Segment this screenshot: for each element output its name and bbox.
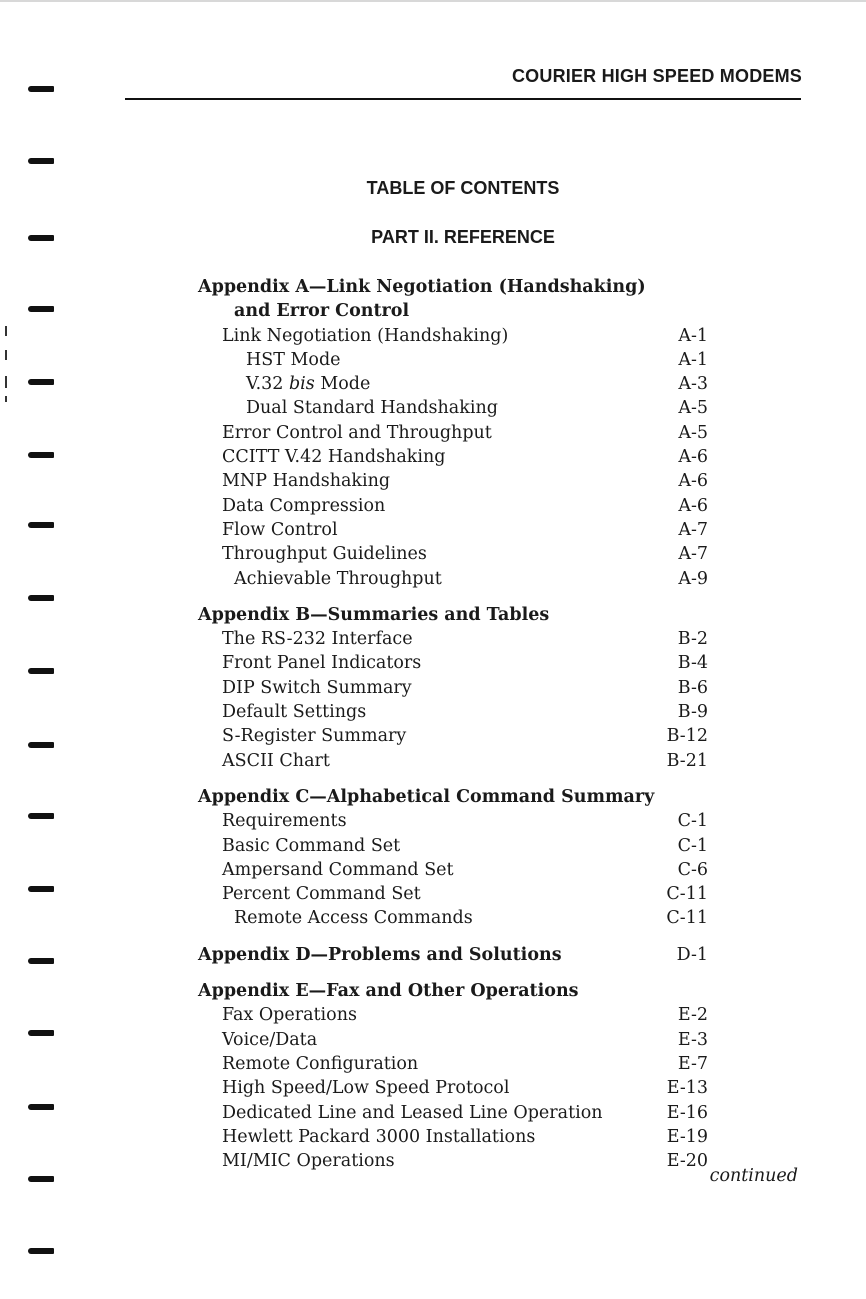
- toc-page-number: E-2: [677, 1005, 708, 1026]
- appendix-a-heading-cont[interactable]: and Error Control: [234, 301, 410, 322]
- toc-page-number: C-11: [666, 884, 708, 905]
- toc-page-number: B-12: [666, 726, 708, 747]
- toc-entry-label: Ampersand Command Set: [222, 859, 454, 880]
- toc-page-number: A-3: [678, 374, 708, 395]
- toc-entry-label: Default Settings: [222, 702, 367, 723]
- toc-entry[interactable]: [198, 324, 708, 348]
- toc-page-number: C-1: [677, 811, 708, 832]
- toc-entry-label: Achievable Throughput: [234, 568, 442, 589]
- toc-page-number: B-6: [677, 677, 708, 698]
- toc-entry[interactable]: [198, 834, 708, 858]
- toc-page-number: B-9: [677, 702, 708, 723]
- binder-hole-mark: [28, 1248, 54, 1254]
- toc-entry-label: Error Control and Throughput: [222, 422, 492, 443]
- binder-hole-mark: [28, 306, 54, 312]
- binder-hole-mark: [28, 886, 54, 892]
- toc-entry-label: Remote Access Commands: [234, 908, 473, 929]
- toc-page-number: A-9: [678, 568, 708, 589]
- toc-entry-label: MI/MIC Operations: [222, 1151, 395, 1172]
- toc-entry[interactable]: [198, 469, 708, 493]
- toc-entry-label: CCITT V.42 Handshaking: [222, 447, 446, 468]
- toc-entry[interactable]: [198, 542, 708, 566]
- toc-page-number: C-11: [666, 908, 708, 929]
- toc-entry-label: Hewlett Packard 3000 Installations: [222, 1126, 536, 1147]
- toc-page-number: E-16: [666, 1102, 708, 1123]
- toc-entry[interactable]: [198, 1028, 708, 1052]
- binder-hole-mark: [28, 158, 54, 164]
- margin-tick: [5, 350, 7, 360]
- binder-hole-mark: [28, 379, 54, 385]
- toc-page-number: A-6: [678, 471, 708, 492]
- toc-page-number: A-6: [678, 495, 708, 516]
- appendix-b-heading[interactable]: Appendix B—Summaries and Tables: [198, 604, 550, 625]
- toc-entry-label: Fax Operations: [222, 1005, 357, 1026]
- toc-entry[interactable]: [198, 882, 708, 906]
- toc-page-number: E-19: [666, 1126, 708, 1147]
- appendix-e-heading[interactable]: Appendix E—Fax and Other Operations: [198, 981, 579, 1002]
- running-head: COURIER HIGH SPEED MODEMS: [511, 66, 802, 86]
- toc-page-number: A-6: [678, 447, 708, 468]
- binder-hole-mark: [28, 452, 54, 458]
- binder-hole-mark: [28, 522, 54, 528]
- toc-entry-label: High Speed/Low Speed Protocol: [222, 1078, 510, 1099]
- binder-hole-mark: [28, 86, 54, 92]
- binder-hole-mark: [28, 1030, 54, 1036]
- toc-entry-label: ASCII Chart: [222, 750, 330, 771]
- toc-entry[interactable]: [198, 396, 708, 420]
- toc-entry-label: Flow Control: [222, 519, 338, 540]
- binder-hole-mark: [28, 235, 54, 241]
- toc-page-number: A-5: [678, 398, 708, 419]
- toc-entry[interactable]: [198, 676, 708, 700]
- binder-hole-mark: [28, 813, 54, 819]
- toc-entry-label-italic: bis: [288, 374, 315, 395]
- toc-entry[interactable]: [198, 627, 708, 651]
- toc-entry[interactable]: [198, 1125, 708, 1149]
- toc-page-number: E-3: [677, 1029, 708, 1050]
- toc-entry[interactable]: [198, 858, 708, 882]
- binder-hole-mark: [28, 668, 54, 674]
- toc-entry-label: Basic Command Set: [222, 835, 401, 856]
- toc-page-number: A-7: [678, 544, 708, 565]
- continued-note: continued: [709, 1166, 798, 1186]
- table-of-contents: [198, 275, 708, 1173]
- toc-entry-label: The RS-232 Interface: [222, 629, 413, 650]
- toc-entry[interactable]: [198, 421, 708, 445]
- appendix-c-heading[interactable]: Appendix C—Alphabetical Command Summary: [198, 786, 655, 807]
- toc-entry-label: Front Panel Indicators: [222, 653, 422, 674]
- part-title: PART II. REFERENCE: [371, 227, 555, 247]
- toc-page-number: E-20: [666, 1151, 708, 1172]
- margin-tick: [5, 396, 7, 402]
- toc-page-number: A-1: [678, 325, 708, 346]
- toc-entry-label: Dual Standard Handshaking: [246, 398, 498, 419]
- margin-tick: [5, 326, 7, 336]
- toc-entry-label: Percent Command Set: [222, 884, 421, 905]
- toc-entry[interactable]: [198, 1076, 708, 1100]
- toc-entry[interactable]: [198, 348, 708, 372]
- appendix-a-heading[interactable]: Appendix A—Link Negotiation (Handshaking): [198, 277, 646, 297]
- toc-page-number: B-21: [666, 750, 708, 771]
- binder-hole-mark: [28, 595, 54, 601]
- toc-entry-label: Voice/Data: [222, 1029, 318, 1050]
- toc-entry[interactable]: [198, 372, 708, 396]
- toc-entry[interactable]: [198, 494, 708, 518]
- toc-title: TABLE OF CONTENTS: [366, 178, 560, 198]
- toc-page-number: A-5: [678, 422, 708, 443]
- toc-entry-label: MNP Handshaking: [222, 471, 391, 492]
- toc-entry-label: Data Compression: [222, 495, 386, 516]
- toc-entry[interactable]: [198, 906, 708, 930]
- toc-entry[interactable]: [198, 724, 708, 748]
- toc-entry-label-pre: V.32: [246, 374, 289, 395]
- toc-entry[interactable]: [198, 651, 708, 675]
- toc-entry-label: Throughput Guidelines: [222, 544, 427, 565]
- toc-entry[interactable]: [198, 518, 708, 542]
- toc-entry-label: Link Negotiation (Handshaking): [222, 325, 509, 346]
- toc-page-number: E-13: [666, 1078, 708, 1099]
- toc-page-number: B-2: [677, 629, 708, 650]
- toc-entry[interactable]: [198, 700, 708, 724]
- toc-entry[interactable]: [198, 445, 708, 469]
- binder-hole-mark: [28, 1104, 54, 1110]
- scan-top-edge: [0, 0, 866, 2]
- toc-entry[interactable]: [198, 1101, 708, 1125]
- margin-tick: [5, 376, 7, 388]
- toc-entry[interactable]: [198, 1003, 708, 1027]
- toc-page-number: E-7: [677, 1053, 708, 1074]
- toc-entry-label: HST Mode: [246, 349, 341, 370]
- toc-entry-label: DIP Switch Summary: [222, 677, 412, 698]
- toc-entry[interactable]: [198, 567, 708, 591]
- toc-entry-label: S-Register Summary: [222, 726, 407, 747]
- toc-page-number: A-1: [678, 349, 708, 370]
- toc-entry[interactable]: [198, 1052, 708, 1076]
- toc-entry-label: Dedicated Line and Leased Line Operation: [222, 1102, 603, 1123]
- toc-page-number: C-6: [677, 859, 708, 880]
- toc-page-number: B-4: [677, 653, 708, 674]
- toc-page-number: A-7: [678, 519, 708, 540]
- appendix-d-label: Appendix D—Problems and Solutions: [198, 944, 562, 965]
- binder-hole-mark: [28, 958, 54, 964]
- toc-entry[interactable]: [198, 809, 708, 833]
- toc-page-number: C-1: [677, 835, 708, 856]
- toc-entry-label: Requirements: [222, 811, 347, 832]
- toc-entry-label: Remote Configuration: [222, 1053, 419, 1074]
- toc-page-number: D-1: [676, 944, 708, 965]
- header-rule: [125, 98, 801, 100]
- binder-hole-mark: [28, 742, 54, 748]
- toc-entry[interactable]: [198, 1149, 708, 1173]
- appendix-d-heading[interactable]: [198, 943, 708, 967]
- toc-entry[interactable]: [198, 749, 708, 773]
- toc-entry-label-post: Mode: [314, 374, 371, 395]
- binder-hole-mark: [28, 1176, 54, 1182]
